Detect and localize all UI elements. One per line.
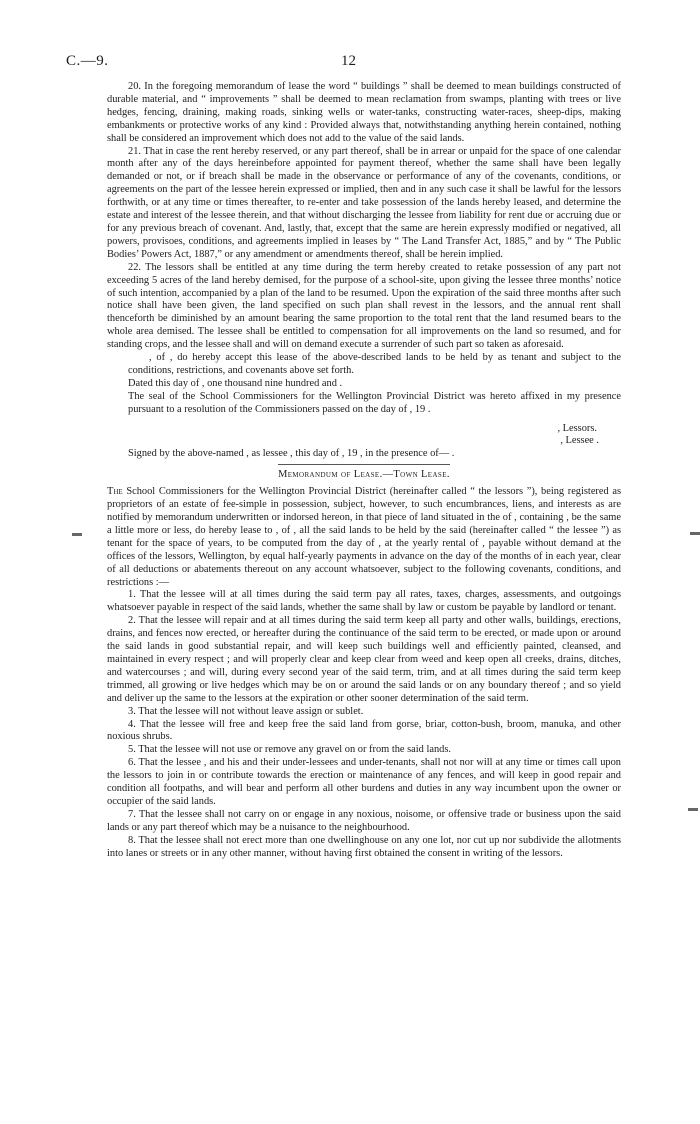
- covenant-3: 3. That the lessee will not without leave assign or sublet.: [128, 705, 364, 717]
- covenant-2: 2. That the lessee will repair and at all times during the said term keep all party and other walls, buildings, erections, drains, and fences now erected, or hereafter during the continuance of the said term to be erected, or made upon or around the said lands in good substantial repair, and will keep such buildings well and efficiently painted, cleansed, and maintained in every respect ; and will properly clear and keep clear from weed and keep open all creeks, drains, ditches, and watercourses ; and will, during every second year of the said term, trim, and at all times during the said term keep trimmed, all growing or live hedges which may be on or around the said lands or on any boundary thereof ; and so yield and deliver up the same to the lessors at the expiration or other sooner determination of the said term.: [107, 615, 621, 704]
- document-body: [107, 81, 621, 860]
- page-number: 12: [341, 53, 356, 69]
- covenant-1: 1. That the lessee will at all times during the said term pay all rates, taxes, charges, assessments, and outgoings whatsoever payable in respect of the said lands, whether the same shall by law or custom be payable by landlord or tenant.: [107, 589, 621, 614]
- town-lease-intro: [107, 486, 621, 589]
- clause-21: 21. That in case the rent hereby reserved, or any part thereof, shall be in arrear or unpaid for the space of one calendar month after any of the days hereinbefore appointed for payment thereof, whether the same shall have been legally demanded or not, or if breach shall be made in the observance or performance of any of the covenants, conditions, or agreements on the part of the lessee herein expressed or implied, then and in any such case it shall be lawful for the lessors forthwith, or at any time or times thereafter, to re-enter and take possession of the lands hereby leased, and determine the estate and interest of the lessee therein, and that without discharging the lessee from liability for rent due or accruing due or for any previous breach of covenant. And, lastly, that, except that the same are herein expressly modified or negatived, all powers, provisoes, conditions, and agreements implied in leases by “ The Land Transfer Act, 1885,” and by “ The Public Bodies’ Powers Act, 1887,” or any amendment or amendments thereof, shall be herein implied.: [107, 145, 621, 260]
- covenant-6: 6. That the lessee , and his and their under-lessees and under-tenants, shall not nor will at any time or times call upon the lessors to join in or contribute towards the erection or maintenance of any fences, and will keep in good repair and condition all footpaths, and will bear and perform all other burdens and duties in any way incumbent upon the owner or occupier of the said lands.: [107, 757, 621, 807]
- dated-line: Dated this day of , one thousand nine hundred and .: [128, 377, 343, 389]
- margin-tick: [690, 532, 700, 535]
- covenant-5: 5. That the lessee will not use or remove any gravel on or from the said lands.: [128, 744, 451, 756]
- town-lease-heading: [107, 464, 621, 486]
- margin-tick: [688, 808, 698, 811]
- clause-20: 20. In the foregoing memorandum of lease the word “ buildings ” shall be deemed to mean buildings constructed of durable material, and “ improvements ” shall be deemed to mean reclamation from swamps, planting with trees or live hedges, fencing, draining, making roads, sinking wells or water-tanks, constructing water-races, sheep-dips, making embankments or protective works of any kind : Provided always that, notwithstanding anything herein contained, nothing shall be considered an improvement which does not add to the value of the said lands.: [107, 81, 621, 144]
- document-reference: C.—9.: [66, 53, 109, 69]
- clause-22: 22. The lessors shall be entitled at any time during the term hereby created to retake possession of any part not exceeding 5 acres of the land hereby demised, for the purpose of a school-site, upon giving the lessee three months’ notice of such intention, accompanied by a plan of the land to be resumed. Upon the expiration of the said three months after such notice shall have been given, the land specified on such plan shall revest in the lessors, and the annual rent shall thenceforth be diminished by an amount bearing the same proportion to the total rent that the land resumed bears to the whole area demised. The lessee shall be entitled to compensation for all improvements on the land so resumed, and for standing crops, and the lessee shall and will on demand execute a surrender of such part so taken as aforesaid.: [107, 261, 621, 351]
- intro-text: School Commissioners for the Wellington Provincial District (hereinafter called “ the lessors ”), being registered as proprietors of an estate of fee-simple in possession, subject, however, to such encumbrances, liens, and interests as are notified by memorandum underwritten or indorsed hereon, in that piece of land situated in the of , containing , be the same a little more or less, do hereby lease to , of , all the said lands to be held by the said (hereinafter called “ the lessee ”) as tenant for the space of years, to be computed from the day of , at the yearly rental of , payable without demand at the offices of the lessors, Wellington, by equal half-yearly payments in advance on the day of the months of in each year, clear of all deductions or abatements thereout on any account whatsoever, subject to the following covenants, conditions, and restrictions :—: [107, 486, 621, 588]
- lessors-signature: , Lessors.: [557, 422, 597, 434]
- section-title: Memorandum of Lease.—Town Lease.: [278, 464, 450, 486]
- covenant-7: 7. That the lessee shall not carry on or engage in any noxious, noisome, or offensive trade or business upon the said lands or any part thereof which may be a nuisance to the neighbourhood.: [107, 808, 621, 833]
- covenant-4: 4. That the lessee will free and keep free the said land from gorse, briar, cotton-bush, broom, manuka, and other noxious shrubs.: [107, 718, 621, 743]
- seal-clause: [107, 391, 621, 417]
- intro-lead: The: [107, 486, 123, 498]
- lessee-signature: , Lessee .: [560, 435, 599, 447]
- page-header: [66, 53, 682, 73]
- covenant-8: 8. That the lessee shall not erect more than one dwellinghouse on any one lot, nor cut up nor subdivide the allotments into lanes or streets or in any other manner, without having first obtained the consent in writing of the lessors.: [107, 834, 621, 859]
- margin-tick: [72, 533, 82, 536]
- signed-clause: Signed by the above-named , as lessee , this day of , 19 , in the presence of— .: [128, 448, 455, 460]
- seal-text: The seal of the School Commissioners for the Wellington Provincial District was hereto affixed in my presence pursuant to a resolution of the Commissioners passed on the day of , 19 .: [128, 390, 621, 415]
- acceptance-clause: , of , do hereby accept this lease of the above-described lands to be held by as tenant and subject to the conditions, restrictions, and covenants above set forth.: [128, 352, 621, 376]
